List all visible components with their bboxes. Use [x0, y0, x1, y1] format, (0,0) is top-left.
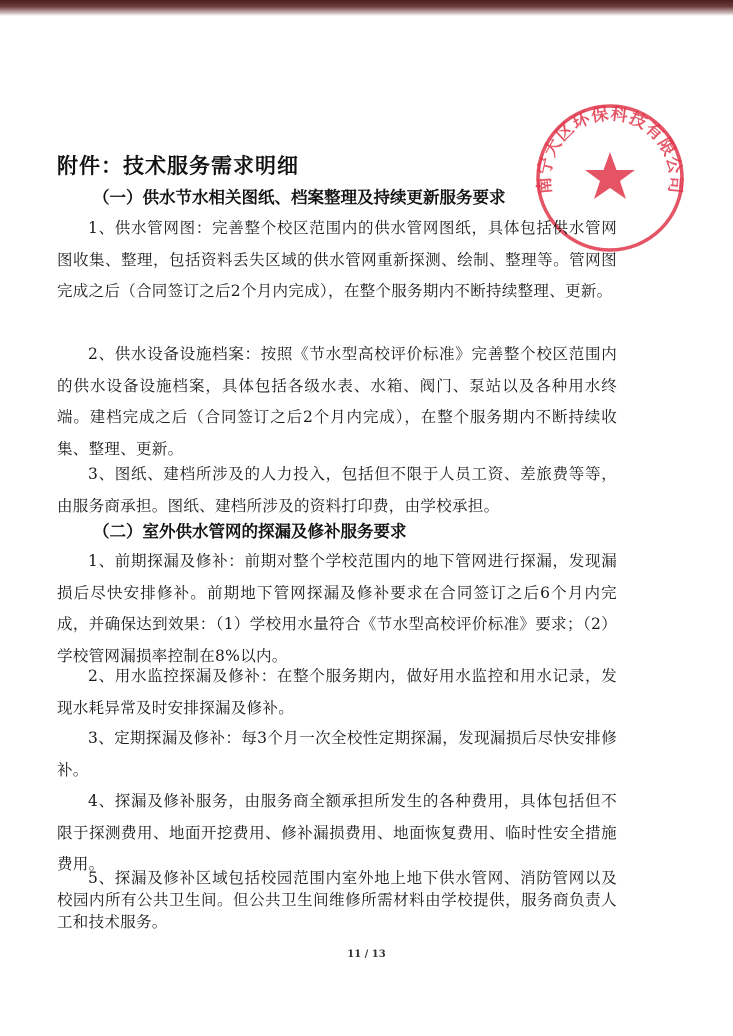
- paragraph-2-3: 3、定期探漏及修补：每3个月一次全校性定期探漏，发现漏损后尽快安排修补。: [57, 729, 617, 779]
- paragraph-2-2: 2、用水监控探漏及修补：在整个服务期内，做好用水监控和用水记录，发现水耗异常及时安排探漏及修补。: [57, 667, 617, 717]
- seal-star-icon: [585, 152, 635, 199]
- paragraph-2-4: 4、探漏及修补服务，由服务商全额承担所发生的各种费用，具体包括但不限于探测费用、地面开挖费用、修补漏损费用、地面恢复费用、临时性安全措施费用。: [57, 792, 617, 873]
- page-number: 11 / 13: [347, 949, 386, 960]
- section-heading-1: （一）供水节水相关图纸、档案整理及持续更新服务要求: [93, 188, 506, 207]
- scan-edge-shadow: [0, 0, 733, 16]
- paragraph-1-2: 2、供水设备设施档案：按照《节水型高校评价标准》完善整个校区范围内的供水设备设施档案，具体包括各级水表、水箱、阀门、泵站以及各种用水终端。建档完成之后（合同签订之后2个月内完成），在整个服务期内不断持续收集、整理、更新。: [57, 345, 617, 458]
- paragraph-2-5: 5、探漏及修补区域包括校园范围内室外地上地下供水管网、消防管网以及校园内所有公共卫生间。但公共卫生间维修所需材料由学校提供，服务商负责人工和技术服务。: [57, 869, 617, 931]
- paragraph-1-1: 1、供水管网图：完善整个校区范围内的供水管网图纸，具体包括供水管网图收集、整理，包括资料丢失区域的供水管网重新探测、绘制、整理等。管网图完成之后（合同签订之后2个月内完成），在整个服务期内不断持续整理、更新。: [57, 219, 617, 300]
- page-title: 附件：技术服务需求明细: [57, 154, 299, 178]
- seal-text: 南宁大区环保科技有限公司: [534, 104, 686, 195]
- paragraph-1-3: 3、图纸、建档所涉及的人力投入，包括但不限于人员工资、差旅费等等，由服务商承担。图纸、建档所涉及的资料打印费，由学校承担。: [57, 465, 617, 515]
- paragraph-2-1: 1、前期探漏及修补：前期对整个学校范围内的地下管网进行探漏，发现漏损后尽快安排修补。前期地下管网探漏及修补要求在合同签订之后6个月内完成，并确保达到效果：（1）学校用水量符合《节水型高校评价标准》要求；（2）学校管网漏损率控制在8%以内。: [57, 552, 617, 665]
- section-heading-2: （二）室外供水管网的探漏及修补服务要求: [93, 522, 407, 541]
